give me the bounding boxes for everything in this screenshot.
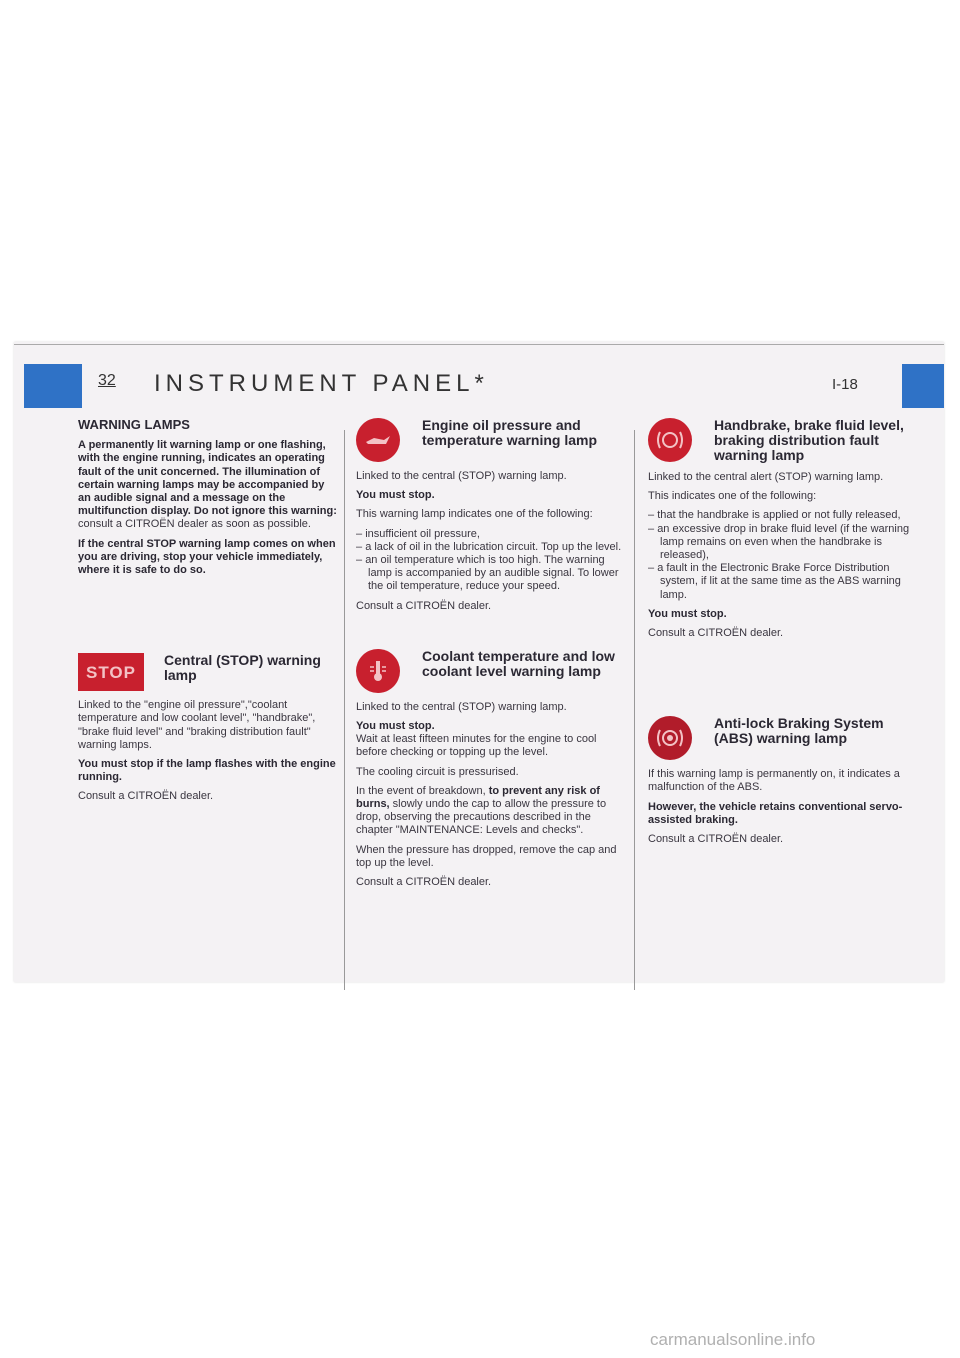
- lamp-intro: This warning lamp indicates one of the following:: [356, 508, 593, 521]
- column-2: [356, 418, 626, 895]
- consult-dealer: Consult a CITROËN dealer.: [356, 876, 492, 889]
- abs-bold: However, the vehicle retains conventional servo-assisted braking.: [648, 800, 903, 826]
- oil-list: [356, 528, 626, 594]
- breakdown-pre: In the event of breakdown,: [356, 784, 489, 797]
- brake-lamp-header: [648, 418, 910, 463]
- breakdown-text: [356, 785, 626, 838]
- stop-warning: If the central STOP warning lamp comes on when you are driving, stop your vehicle immediately, where it is safe to do so.: [78, 537, 336, 577]
- watermark: carmanualsonline.info: [650, 1330, 816, 1349]
- list-item: – an excessive drop in brake fluid level (if the warning lamp remains on even when the handbrake is released),: [648, 523, 910, 563]
- abs-text: If this warning lamp is permanently on, it indicates a malfunction of the ABS.: [648, 768, 900, 794]
- list-item: – that the handbrake is applied or not fully released,: [648, 509, 910, 522]
- brake-warning-icon: [648, 418, 692, 462]
- breakdown-bold: to prevent any risk of burns,: [356, 784, 600, 811]
- top-rule: [14, 344, 944, 345]
- intro-paragraph: [78, 439, 338, 531]
- abs-lamp-header: [648, 716, 910, 760]
- lamp-title: Handbrake, brake fluid level, braking distribution fault warning lamp: [714, 417, 904, 463]
- list-item: – insufficient oil pressure,: [356, 528, 626, 541]
- intro-bold: A permanently lit warning lamp or one flashing, with the engine running, indicates an operating fault of the unit concerned. The illumination of certain warning lamps may be accompanied by an audible signal and a message on the multifunction display. Do not ignore this warning:: [78, 439, 337, 518]
- must-stop: You must stop.: [356, 489, 435, 502]
- breakdown-post: slowly undo the cap to allow the pressure to drop, observing the precautions described in the chapter "MAINTENANCE: Levels and checks".: [356, 798, 607, 837]
- lamp-linked: Linked to the central (STOP) warning lamp.: [356, 700, 567, 713]
- oil-pressure-icon: [356, 418, 400, 462]
- brake-list: [648, 509, 910, 601]
- list-item: – a lack of oil in the lubrication circuit. Top up the level.: [356, 541, 626, 554]
- intro-rest: consult a CITROËN dealer as soon as possible.: [78, 518, 311, 531]
- must-stop: You must stop.: [648, 607, 727, 620]
- lamp-text: Linked to the "engine oil pressure","coolant temperature and low coolant level", "handbrake", "brake fluid level" and "braking distribution fault" warning lamps.: [78, 699, 316, 751]
- column-1: [78, 418, 338, 810]
- consult-dealer: Consult a CITROËN dealer.: [648, 833, 784, 846]
- must-stop: You must stop if the lamp flashes with the engine running.: [78, 758, 336, 784]
- column-3: [648, 418, 910, 852]
- consult-dealer: Consult a CITROËN dealer.: [356, 599, 492, 612]
- lamp-title: Coolant temperature and low coolant level warning lamp: [422, 647, 615, 679]
- right-tab-marker: [902, 364, 944, 408]
- left-tab-marker: [24, 364, 82, 408]
- lamp-title: Engine oil pressure and temperature warning lamp: [422, 417, 598, 448]
- consult-dealer: Consult a CITROËN dealer.: [78, 790, 214, 803]
- column-divider: [634, 430, 635, 990]
- pressurised-text: The cooling circuit is pressurised.: [356, 765, 519, 778]
- list-item: – a fault in the Electronic Brake Force Distribution system, if lit at the same time as the ABS warning lamp.: [648, 562, 910, 602]
- must-stop-block: [356, 720, 626, 760]
- wait-text: Wait at least fifteen minutes for the engine to cool before checking or topping up the level.: [356, 733, 597, 759]
- manual-page: [14, 342, 944, 982]
- lamp-linked: Linked to the central (STOP) warning lamp.: [356, 470, 567, 482]
- abs-icon: [648, 716, 692, 760]
- page-number: 32: [98, 372, 116, 389]
- dropped-text: When the pressure has dropped, remove the cap and top up the level.: [356, 843, 617, 869]
- section-heading: WARNING LAMPS: [78, 417, 190, 432]
- section-ref: I-18: [832, 376, 858, 393]
- list-item: – an oil temperature which is too high. The warning lamp is accompanied by an audible signal. To lower the oil temperature, reduce your speed.: [356, 554, 626, 594]
- consult-dealer: Consult a CITROËN dealer.: [648, 627, 784, 640]
- stop-lamp-icon: STOP: [78, 653, 144, 691]
- lamp-linked: Linked to the central alert (STOP) warning lamp.: [648, 471, 884, 483]
- lamp-title: Anti-lock Braking System (ABS) warning lamp: [714, 715, 884, 747]
- oil-lamp-header: [356, 418, 626, 462]
- column-divider: [344, 430, 345, 990]
- page-title: INSTRUMENT PANEL*: [154, 370, 489, 397]
- coolant-lamp-header: [356, 649, 626, 693]
- lamp-intro: This indicates one of the following:: [648, 490, 817, 503]
- coolant-temperature-icon: [356, 649, 400, 693]
- central-stop-lamp-header: [78, 653, 338, 691]
- must-stop: You must stop.: [356, 720, 435, 733]
- lamp-title: Central (STOP) warning lamp: [164, 652, 321, 684]
